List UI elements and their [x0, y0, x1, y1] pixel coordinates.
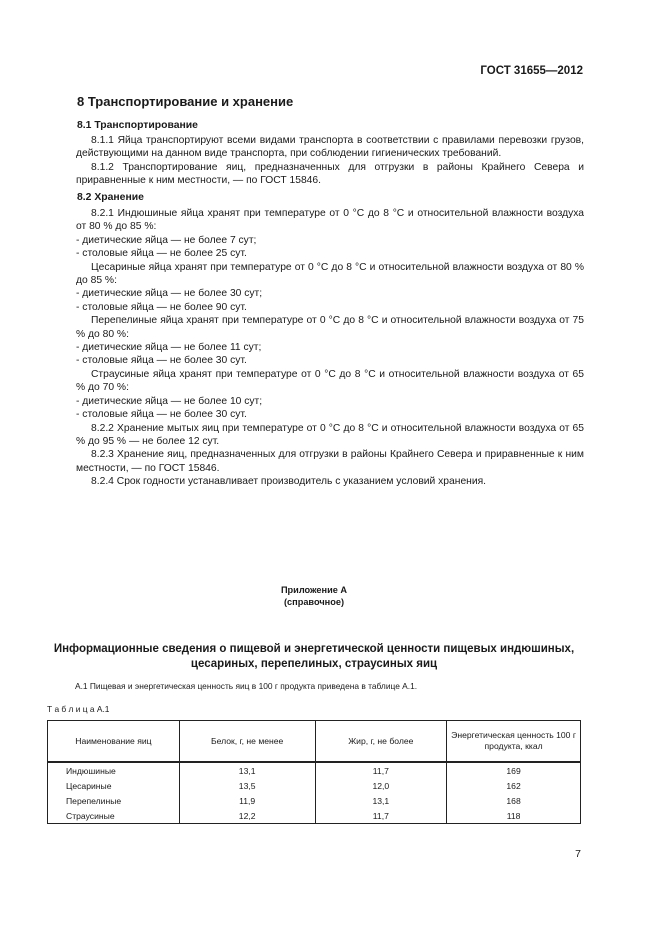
table-row	[48, 808, 581, 824]
table-cell: 13,1	[179, 762, 315, 778]
paragraph-quail-eggs: Перепелиные яйца хранят при температуре от 0 °С до 8 °С и относительной влажности воздуха от 75 % до 80 %:	[76, 315, 584, 340]
list-item: - диетические яйца — не более 10 сут;	[76, 395, 263, 407]
paragraph-8-2-3: 8.2.3 Хранение яиц, предназначенных для отгрузки в районы Крайнего Севера и приравненные к ним местности, — по ГОСТ 15846.	[76, 449, 584, 474]
table-row	[48, 793, 581, 808]
nutrition-table	[47, 720, 581, 824]
table-caption: Т а б л и ц а А.1	[47, 704, 110, 714]
paragraph-guinea-eggs: Цесариные яйца хранят при температуре от 0 °С до 8 °С и относительной влажности воздуха от 80 % до 85 %:	[76, 261, 584, 287]
table-cell: 13,1	[315, 793, 447, 808]
table-cell: 12,2	[179, 808, 315, 824]
table-cell: 169	[447, 762, 581, 778]
appendix-intro: А.1 Пищевая и энергетическая ценность яиц в 100 г продукта приведена в таблице А.1.	[75, 681, 418, 691]
table-header-cell: Белок, г, не менее	[179, 721, 315, 763]
table-cell: 118	[447, 808, 581, 824]
table-cell: 11,7	[315, 808, 447, 824]
paragraph-8-1-1: 8.1.1 Яйца транспортируют всеми видами транспорта в соответствии с правилами перевозки грузов, действующими на данном виде транспорта, при соблюдении гигиенических требований.	[76, 135, 584, 160]
appendix-title-line-2: цесариных, перепелиных, страусиных яиц	[190, 658, 438, 670]
list-item: - столовые яйца — не более 30 сут.	[76, 409, 247, 421]
table-cell: Перепелиные	[48, 793, 180, 808]
appendix-label: Приложение А	[280, 585, 348, 595]
table-header-cell: Энергетическая ценность 100 г продукта, ккал	[447, 721, 581, 763]
paragraph-8-2-4: 8.2.4 Срок годности устанавливает производитель с указанием условий хранения.	[91, 476, 487, 488]
table-cell: 12,0	[315, 778, 447, 793]
table-cell: 13,5	[179, 778, 315, 793]
table-cell: Страусиные	[48, 808, 180, 824]
table-row	[48, 778, 581, 793]
list-item: - диетические яйца — не более 11 сут;	[76, 342, 262, 354]
subsection-8-2-title: 8.2 Хранение	[77, 192, 144, 203]
table-cell: 168	[447, 793, 581, 808]
table-cell: 162	[447, 778, 581, 793]
paragraph-8-1-2: 8.1.2 Транспортирование яиц, предназначенных для отгрузки в районы Крайнего Севера и приравненные к ним местности, — по ГОСТ 15846.	[76, 161, 584, 187]
table-cell: 11,9	[179, 793, 315, 808]
list-item: - столовые яйца — не более 25 сут.	[76, 248, 247, 260]
table-cell: Индюшиные	[48, 762, 180, 778]
appendix-title	[50, 642, 578, 672]
table-header-cell: Жир, г, не более	[315, 721, 447, 763]
paragraph-ostrich-eggs: Страусиные яйца хранят при температуре от 0 °С до 8 °С и относительной влажности воздуха от 65 % до 70 %:	[76, 368, 584, 394]
table-cell: 11,7	[315, 762, 447, 778]
table-row	[48, 762, 581, 778]
appendix-title-line-1: Информационные сведения о пищевой и энергетической ценности пищевых индюшиных,	[53, 643, 575, 655]
table-header-row	[48, 721, 581, 763]
list-item: - диетические яйца — не более 30 сут;	[76, 288, 263, 300]
subsection-8-1-title: 8.1 Транспортирование	[77, 120, 198, 131]
list-item: - диетические яйца — не более 7 сут;	[76, 234, 257, 246]
list-item: - столовые яйца — не более 90 сут.	[76, 301, 247, 313]
section-8-1-body	[76, 134, 584, 188]
document-header-standard: ГОСТ 31655—2012	[480, 65, 583, 77]
list-item: - столовые яйца — не более 30 сут.	[76, 355, 247, 367]
section-8-2-body	[76, 207, 584, 489]
appendix-type: (справочное)	[283, 597, 344, 607]
table-header-cell: Наименование яиц	[48, 721, 180, 763]
paragraph-8-2-2: 8.2.2 Хранение мытых яиц при температуре от 0 °С до 8 °С и относительной влажности воздуха от 65 % до 95 % — не более 12 сут.	[76, 422, 584, 447]
paragraph-8-2-1: 8.2.1 Индюшиные яйца хранят при температуре от 0 °С до 8 °С и относительной влажности воздуха от 80 % до 85 %:	[76, 208, 584, 233]
table-cell: Цесариные	[48, 778, 180, 793]
page-number: 7	[575, 848, 581, 860]
section-8-title: 8 Транспортирование и хранение	[77, 94, 294, 109]
